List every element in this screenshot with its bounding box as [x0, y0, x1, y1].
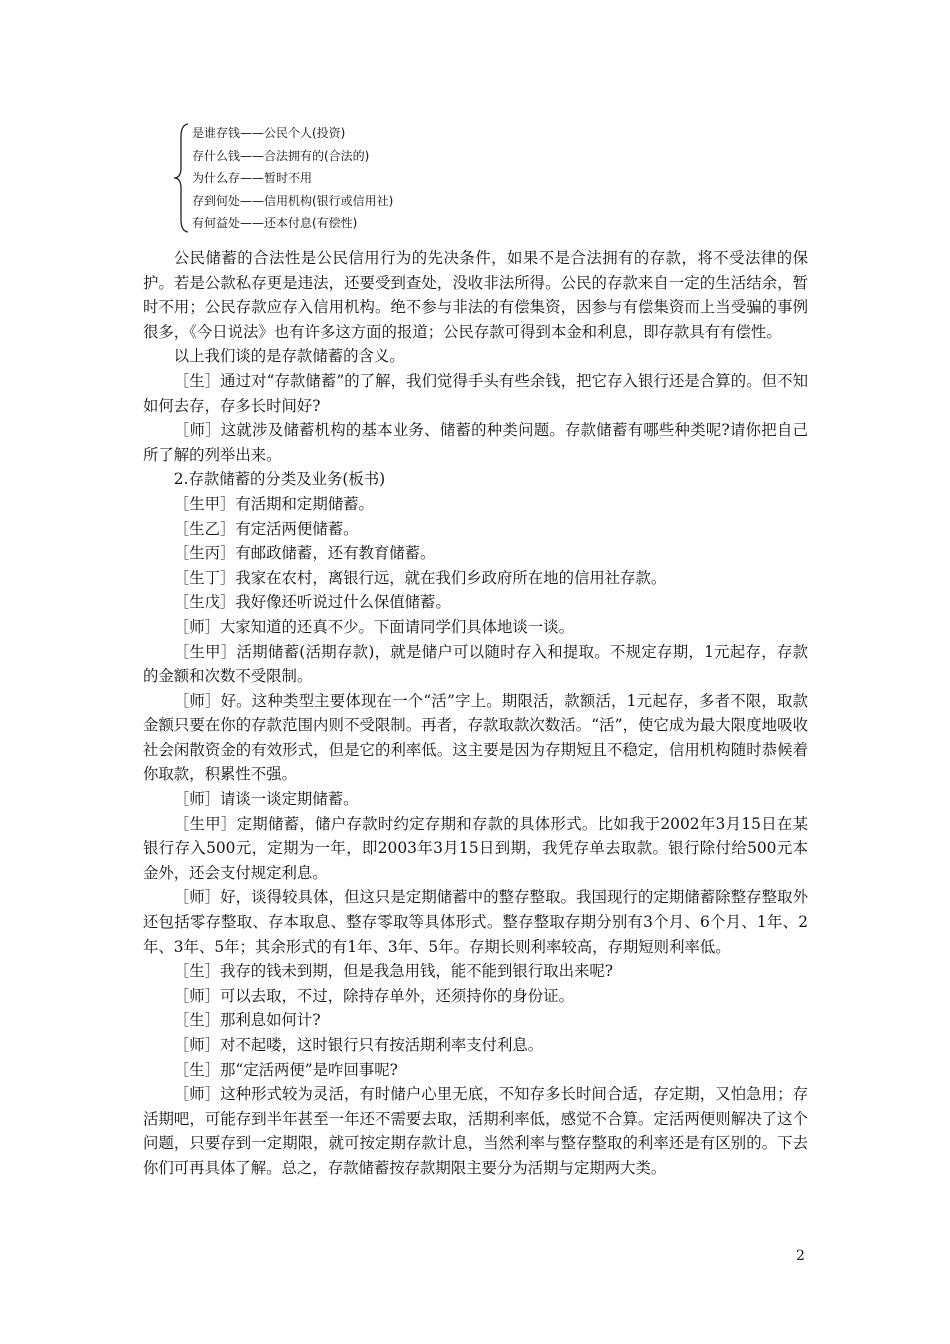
brace-list	[172, 122, 472, 234]
paragraph: 公民储蓄的合法性是公民信用行为的先决条件，如果不是合法拥有的存款，将不受法律的保护。若是公款私存更是违法，还要受到查处，没收非法所得。公民的存款来自一定的生活结余，暂时不用；公民存款应存入信用机构。绝不参与非法的有偿集资，因参与有偿集资而上当受骗的事例很多，《今日说法》也有许多这方面的报道；公民存款可得到本金和利息，即存款具有有偿性。	[143, 249, 808, 341]
paragraph: ［师］大家知道的还真不少。下面请同学们具体地谈一谈。	[173, 617, 574, 636]
paragraph: ［生乙］有定活两便储蓄。	[173, 519, 359, 538]
body-text	[143, 246, 808, 1181]
paragraph: ［生戊］我好像还听说过什么保值储蓄。	[173, 593, 451, 612]
curly-brace-icon	[172, 122, 192, 234]
page-number: 2	[796, 1248, 805, 1264]
paragraph: ［师］可以去取，不过，除持存单外，还须持你的身份证。	[173, 986, 574, 1005]
brace-line: 为什么存——暂时不用	[192, 171, 313, 185]
paragraph: ［生甲］活期储蓄(活期存款)，就是储户可以随时存入和提取。不规定存期，1元起存，存款的金额和次数不受限制。	[143, 642, 808, 686]
brace-line: 是谁存钱——公民个人(投资)	[192, 126, 346, 140]
paragraph: ［师］这种形式较为灵活，有时储户心里无底，不知存多长时间合适，存定期，又怕急用；存活期吧，可能存到半年甚至一年还不需要去取，活期利率低，感觉不合算。定活两便则解决了这个问题，只要存到一定期限，就可按定期存款计息，当然利率与整存整取的利率还是有区别的。下去你们可再具体了解。总之，存款储蓄按存款期限主要分为活期与定期两大类。	[143, 1085, 808, 1177]
paragraph: ［生丙］有邮政储蓄，还有教育储蓄。	[173, 544, 436, 563]
paragraph: ［生甲］定期储蓄，储户存款时约定存期和存款的具体形式。比如我于2002年3月15日在某银行存入500元，定期为一年，即2003年3月15日到期，我凭存单去取款。银行除付给500元本金外，还会支付规定利息。	[143, 814, 808, 882]
paragraph: ［师］请谈一谈定期储蓄。	[173, 790, 359, 809]
brace-line: 存什么钱——合法拥有的(合法的)	[192, 148, 370, 163]
brace-line: 有何益处——还本付息(有偿性)	[192, 216, 358, 230]
paragraph: ［生丁］我家在农村，离银行远，就在我们乡政府所在地的信用社存款。	[173, 568, 667, 587]
paragraph: ［生］那利息如何计?	[173, 1011, 321, 1030]
section-heading: 2.存款储蓄的分类及业务(板书)	[173, 470, 386, 489]
paragraph: ［生］通过对“存款储蓄”的了解，我们觉得手头有些余钱，把它存入银行还是合算的。但不知如何去存，存多长时间好?	[143, 371, 808, 415]
paragraph: 以上我们谈的是存款储蓄的含义。	[173, 347, 405, 366]
paragraph: ［师］对不起喽，这时银行只有按活期利率支付利息。	[173, 1036, 544, 1054]
paragraph: ［生］那“定活两便”是咋回事呢?	[173, 1060, 398, 1079]
paragraph: ［师］好。这种类型主要体现在一个“活”字上。期限活，款额活，1元起存，多者不限，取款金额只要在你的存款范围内则不受限制。再者，存款取款次数活。“活”，使它成为最大限度地吸收社会闲散资金的有效形式，但是它的利率低。这主要是因为存期短且不稳定，信用机构随时恭候着你取款，积累性不强。	[143, 691, 808, 784]
paragraph: ［生甲］有活期和定期储蓄。	[173, 494, 374, 513]
paragraph: ［生］我存的钱未到期，但是我急用钱，能不能到银行取出来呢?	[173, 962, 613, 981]
brace-line: 存到何处——信用机构(银行或信用社)	[192, 193, 394, 208]
paragraph: ［师］好，谈得较具体，但这只是定期储蓄中的整存整取。我国现行的定期储蓄除整存整取外还包括零存整取、存本取息、整存零取等具体形式。整存整取存期分别有3个月、6个月、1年、2年、3年、5年；其余形式的有1年、3年、5年。存期长则利率较高，存期短则利率低。	[143, 888, 808, 956]
paragraph: ［师］这就涉及储蓄机构的基本业务、储蓄的种类问题。存款储蓄有哪些种类呢?请你把自己所了解的列举出来。	[143, 421, 808, 464]
